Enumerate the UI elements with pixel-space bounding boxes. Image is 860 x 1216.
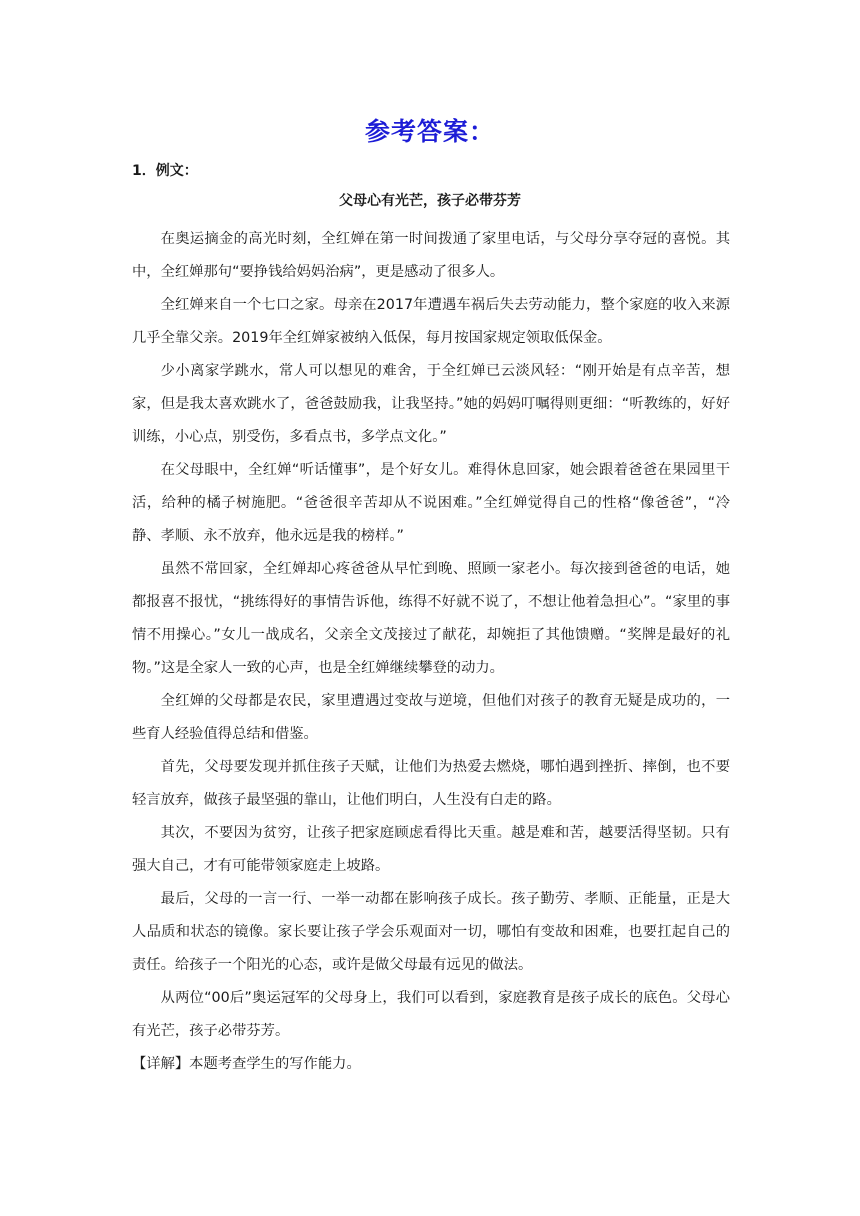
essay-paragraph: 全红婵的父母都是农民，家里遭遇过变故与逆境，但他们对孩子的教育无疑是成功的，一些育人经验值得总结和借鉴。 <box>132 693 730 742</box>
essay-paragraph: 其次，不要因为贫穷，让孩子把家庭顾虑看得比天重。越是难和苦，越要活得坚韧。只有强大自己，才有可能带领家庭走上坡路。 <box>132 825 730 874</box>
essay-paragraph: 在父母眼中，全红婵“听话懂事”，是个好女儿。难得休息回家，她会跟着爸爸在果园里干活，给种的橘子树施肥。“爸爸很辛苦却从不说困难。”全红婵觉得自己的性格“像爸爸”，“冷静、孝顺、永不放弃，他永远是我的榜样。” <box>132 462 730 544</box>
question-label: 1．例文： <box>132 163 198 179</box>
essay-paragraph: 全红婵来自一个七口之家。母亲在2017年遭遇车祸后失去劳动能力，整个家庭的收入来源几乎全靠父亲。2019年全红婵家被纳入低保，每月按国家规定领取低保金。 <box>132 297 730 346</box>
detail-explanation: 【详解】本题考查学生的写作能力。 <box>132 1056 361 1072</box>
essay-paragraph: 从两位“00后”奥运冠军的父母身上，我们可以看到，家庭教育是孩子成长的底色。父母心有光芒，孩子必带芬芳。 <box>132 990 730 1039</box>
essay-paragraph: 少小离家学跳水，常人可以想见的难舍，于全红婵已云淡风轻：“刚开始是有点辛苦，想家，但是我太喜欢跳水了，爸爸鼓励我，让我坚持。”她的妈妈叮嘱得则更细：“听教练的，好好训练，小心点，别受伤，多看点书，多学点文化。” <box>132 363 730 445</box>
answer-heading: 参考答案： <box>364 117 495 146</box>
essay-paragraph: 虽然不常回家，全红婵却心疼爸爸从早忙到晚、照顾一家老小。每次接到爸爸的电话，她都报喜不报忧，“挑练得好的事情告诉他，练得不好就不说了，不想让他着急担心”。“家里的事情不用操心。”女儿一战成名，父亲全文茂接过了献花，却婉拒了其他馈赠。“奖牌是最好的礼物。”这是全家人一致的心声，也是全红婵继续攀登的动力。 <box>132 561 730 676</box>
essay-body <box>132 223 730 1081</box>
essay-paragraph: 最后，父母的一言一行、一举一动都在影响孩子成长。孩子勤劳、孝顺、正能量，正是大人品质和状态的镜像。家长要让孩子学会乐观面对一切，哪怕有变故和困难，也要扛起自己的责任。给孩子一个阳光的心态，或许是做父母最有远见的做法。 <box>132 891 730 973</box>
essay-paragraph: 在奥运摘金的高光时刻，全红婵在第一时间拨通了家里电话，与父母分享夺冠的喜悦。其中，全红婵那句“要挣钱给妈妈治病”，更是感动了很多人。 <box>132 231 730 280</box>
essay-title: 父母心有光芒，孩子必带芬芳 <box>339 193 521 209</box>
essay-paragraph: 首先，父母要发现并抓住孩子天赋，让他们为热爱去燃烧，哪怕遇到挫折、摔倒，也不要轻言放弃，做孩子最坚强的靠山，让他们明白，人生没有白走的路。 <box>132 759 730 808</box>
